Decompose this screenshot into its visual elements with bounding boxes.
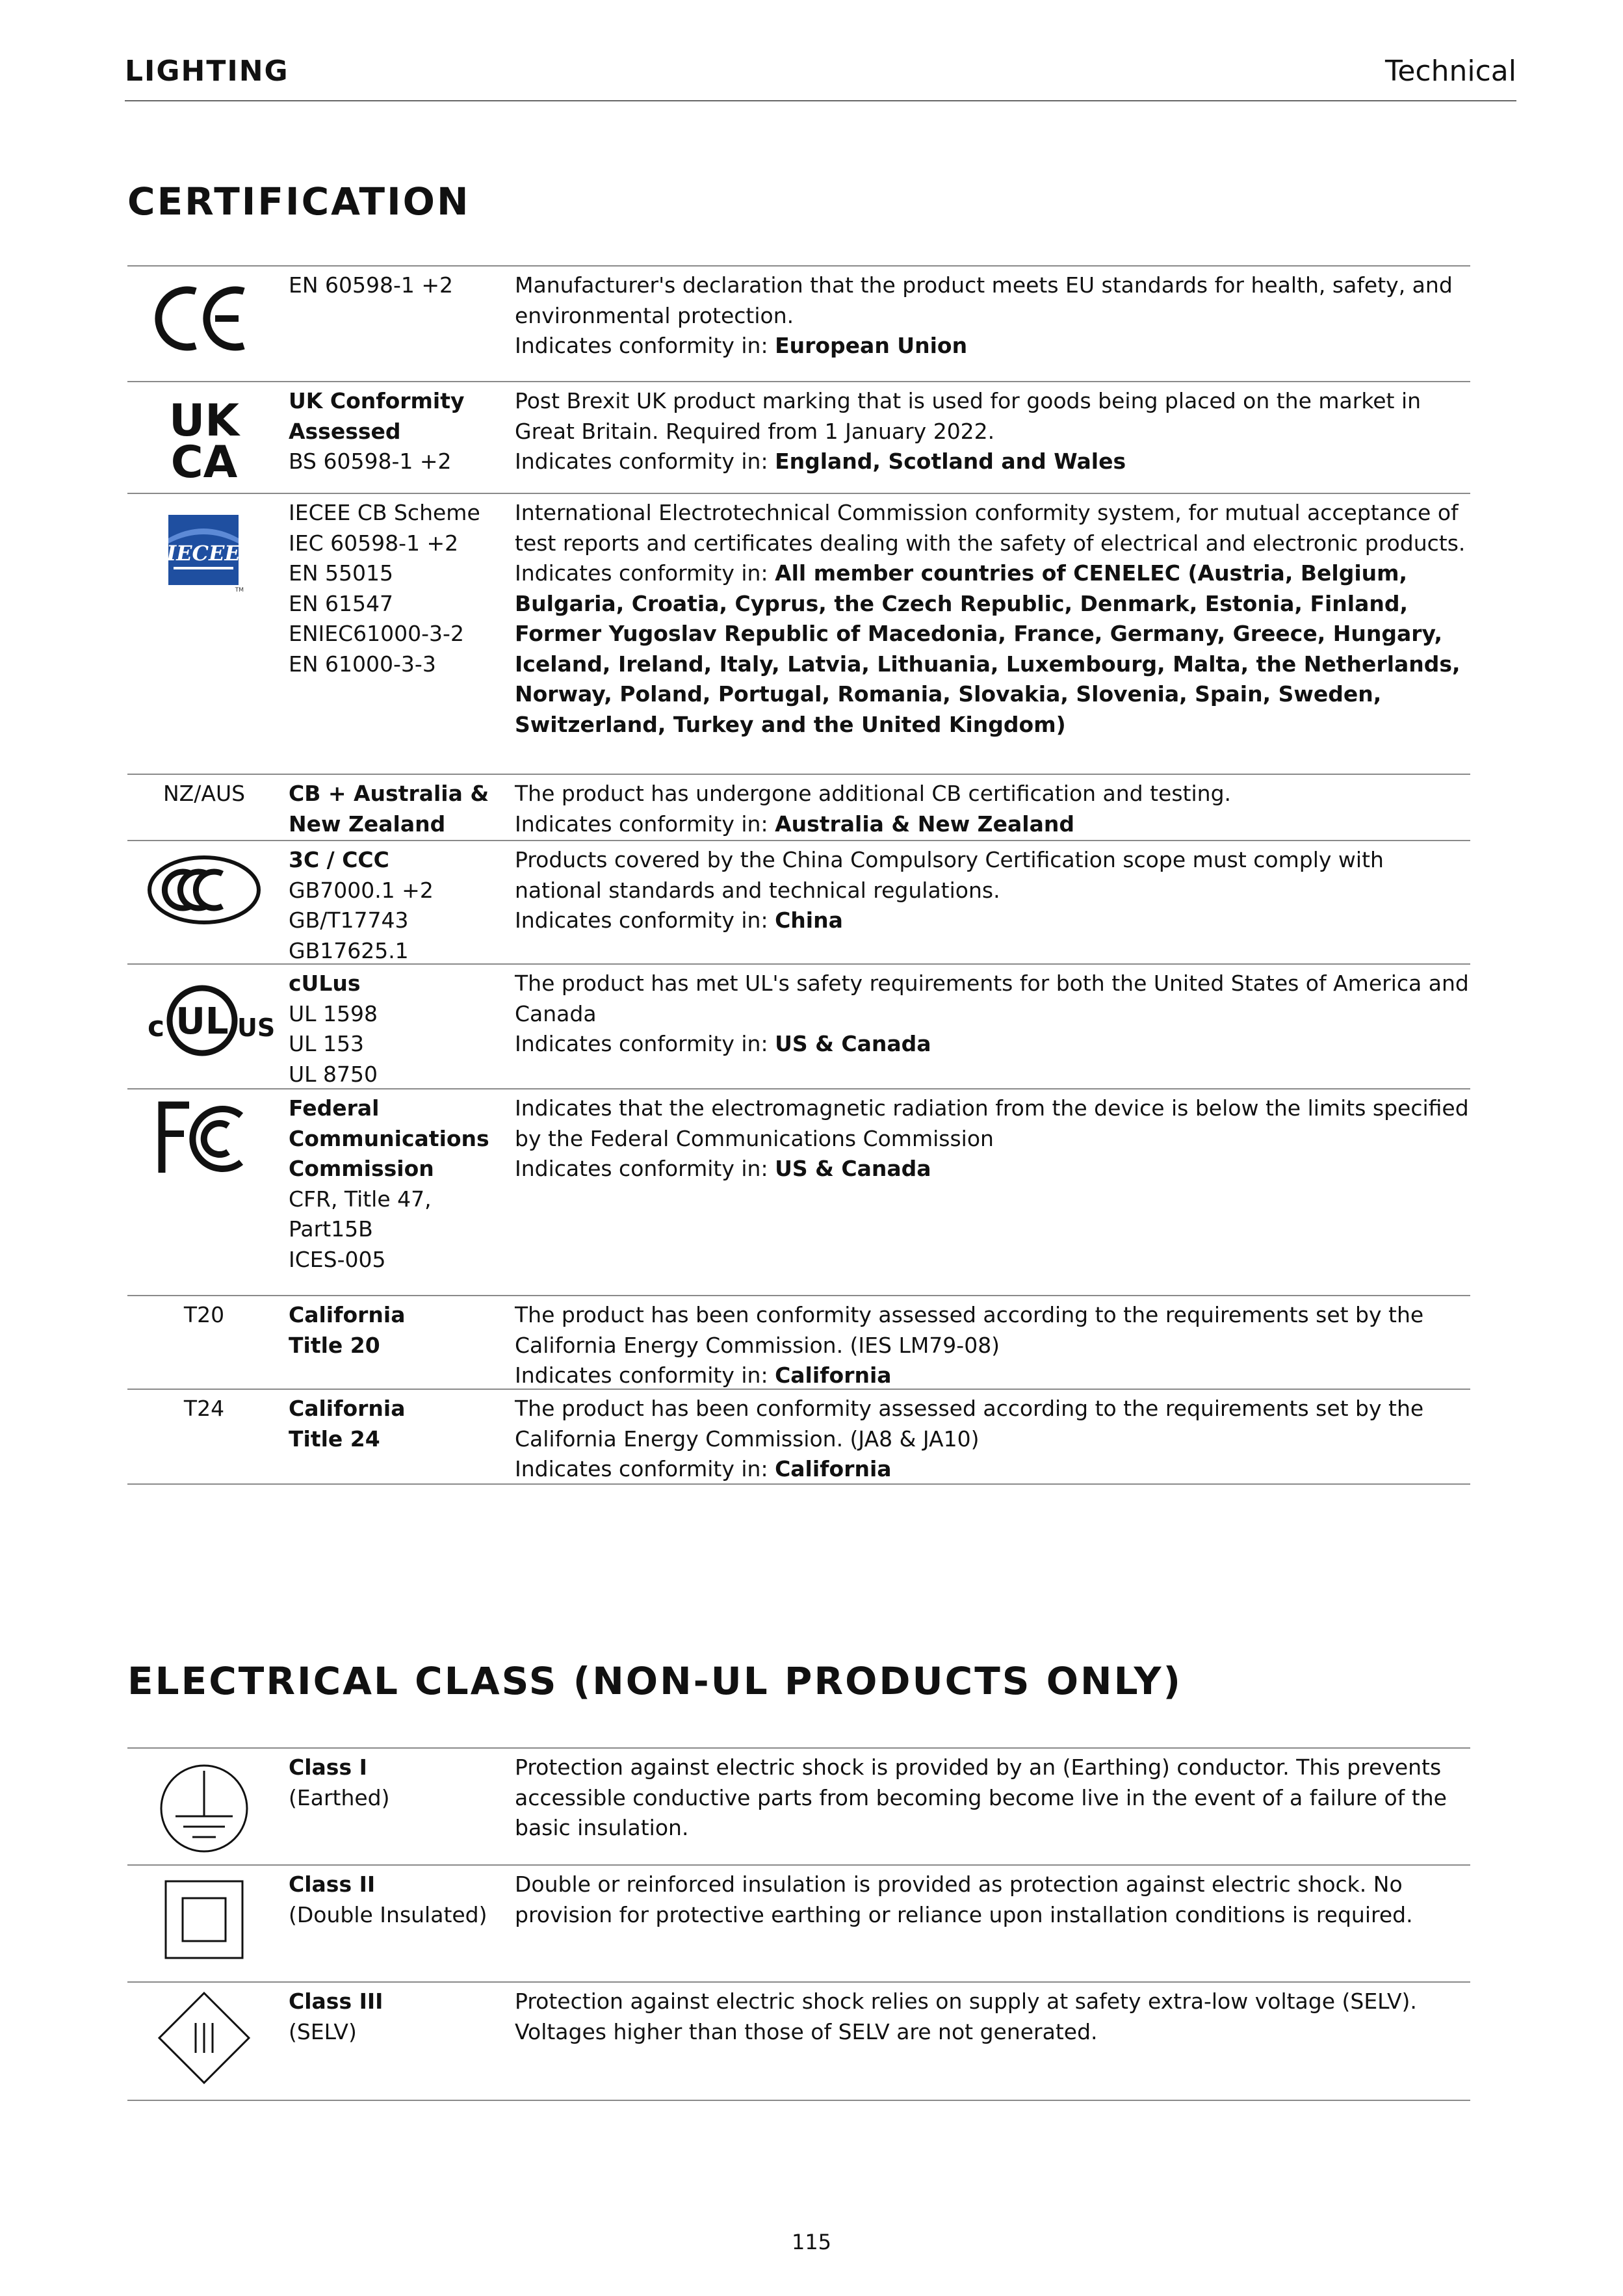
cert-standard-title: Title 20: [289, 1332, 380, 1358]
cert-row-fcc: [127, 1088, 1470, 1296]
cert-standard-title: cULus: [289, 971, 361, 996]
cert-standard: EN 60598-1 +2: [289, 272, 454, 298]
conformity-label: Indicates conformity in:: [515, 907, 775, 933]
cert-description: Products covered by the China Compulsory Certification scope must comply with national standards and technical regulations.: [515, 847, 1384, 903]
iecee-logo-icon: [127, 512, 281, 593]
iecee-trademark: TM: [235, 587, 244, 594]
conformity-label: Indicates conformity in:: [515, 333, 775, 358]
cert-standard: BS 60598-1 +2: [289, 449, 452, 474]
cert-description: The product has been conformity assessed according to the requirements set by the California Energy Commission. (JA8 & JA10): [515, 1396, 1424, 1452]
cert-description: The product has met UL's safety requirements for both the United States of America and Canada: [515, 971, 1469, 1026]
class-description: Double or reinforced insulation is provided as protection against electric shock. No provision for protective earthing or reliance upon installation conditions is required.: [515, 1872, 1413, 1927]
conformity-region: California: [775, 1363, 892, 1388]
conformity-region: Australia & New Zealand: [775, 811, 1074, 837]
ukca-mark-icon: [127, 395, 281, 488]
cert-row-ce: [127, 265, 1470, 382]
header-divider: [125, 100, 1516, 101]
cert-standard-title: CB + Australia &: [289, 781, 489, 806]
cert-standard: ICES-005: [289, 1246, 386, 1272]
certification-title: CERTIFICATION: [127, 179, 471, 224]
culus-c-letter: c: [148, 1010, 165, 1043]
ukca-letters-top: UK: [169, 395, 239, 447]
cert-standard-title: California: [289, 1396, 406, 1421]
cert-description: The product has undergone additional CB certification and testing.: [515, 781, 1232, 806]
cert-standard: UL 153: [289, 1031, 365, 1056]
conformity-region: US & Canada: [775, 1156, 931, 1181]
cert-standard-title: Assessed: [289, 418, 401, 444]
title-code-label: T20: [183, 1302, 225, 1327]
cert-standard: EN 55015: [289, 560, 394, 586]
electrical-class-title: ELECTRICAL CLASS (NON-UL PRODUCTS ONLY): [127, 1659, 1183, 1703]
cert-standard-title: California: [289, 1302, 406, 1327]
conformity-label: Indicates conformity in:: [515, 1363, 775, 1388]
cert-standard: GB17625.1: [289, 937, 409, 963]
cert-standard-title: 3C / CCC: [289, 847, 389, 872]
class-subtitle: (SELV): [289, 2018, 357, 2044]
class-description: Protection against electric shock is provided by an (Earthing) conductor. This prevents accessible conductive parts from becoming become live in the event of a failure of the basic insulation.: [515, 1755, 1447, 1840]
conformity-region: England, Scotland and Wales: [775, 449, 1126, 474]
cert-standard-title: Title 24: [289, 1426, 380, 1452]
cert-standard-title: Federal: [289, 1095, 380, 1121]
class-title: Class II: [289, 1872, 376, 1897]
cert-standard: GB7000.1 +2: [289, 877, 434, 903]
cert-standard-title: Commission: [289, 1156, 434, 1181]
cert-row-t20: [127, 1295, 1470, 1390]
conformity-label: Indicates conformity in:: [515, 811, 775, 837]
class-description: Protection against electric shock relies on supply at safety extra-low voltage (SELV). Voltages higher than those of SELV are not generated.: [515, 1989, 1417, 2044]
cert-standard: ENIEC61000-3-2: [289, 621, 464, 646]
double-insulated-icon: [127, 1877, 281, 1962]
cert-description: Indicates that the electromagnetic radiation from the device is below the limits specified by the Federal Communications Commission: [515, 1095, 1469, 1151]
conformity-region: European Union: [775, 333, 968, 358]
cert-standard: EN 61547: [289, 590, 394, 616]
conformity-region: China: [775, 907, 843, 933]
culus-us-letters: US: [237, 1013, 276, 1042]
conformity-label: Indicates conformity in:: [515, 1031, 775, 1056]
class-title: Class III: [289, 1989, 383, 2014]
title-code-label: T24: [183, 1396, 225, 1421]
cert-standard: EN 61000-3-3: [289, 651, 436, 677]
conformity-region: California: [775, 1456, 892, 1481]
class-title: Class I: [289, 1755, 367, 1780]
header-section: LIGHTING: [125, 55, 289, 88]
conformity-label: Indicates conformity in:: [515, 449, 775, 474]
cert-row-culus: [127, 963, 1470, 1089]
class-subtitle: (Double Insulated): [289, 1901, 487, 1927]
conformity-label: Indicates conformity in:: [515, 560, 775, 586]
cert-row-ukca: [127, 381, 1470, 494]
iecee-logo-text: IECEE: [166, 541, 240, 566]
page-number: 115: [791, 2230, 832, 2254]
cert-standard: CFR, Title 47,: [289, 1186, 432, 1212]
conformity-label: Indicates conformity in:: [515, 1156, 775, 1181]
ce-mark-icon: [127, 285, 281, 352]
cert-standard: Part15B: [289, 1216, 373, 1242]
cert-row-nz-aus: [127, 774, 1470, 841]
header-category: Technical: [1384, 55, 1516, 88]
culus-mark-icon: [127, 974, 281, 1065]
fcc-mark-icon: [127, 1100, 281, 1178]
cert-standard: UL 8750: [289, 1061, 378, 1087]
electrical-row-class-3: [127, 1981, 1470, 2101]
ukca-letters-bottom: CA: [170, 437, 238, 488]
cert-description: Manufacturer's declaration that the product meets EU standards for health, safety, and environmental protection.: [515, 272, 1453, 328]
electrical-row-class-1: [127, 1747, 1470, 1866]
ccc-mark-icon: [127, 854, 281, 926]
class-subtitle: (Earthed): [289, 1784, 390, 1810]
cert-standard-title: Communications: [289, 1125, 489, 1151]
selv-diamond-icon: [127, 1989, 281, 2087]
electrical-row-class-2: [127, 1864, 1470, 1983]
cert-standard: IEC 60598-1 +2: [289, 530, 459, 556]
cert-standard-title: UK Conformity: [289, 388, 465, 413]
cert-description: Post Brexit UK product marking that is used for goods being placed on the market in Great Britain. Required from 1 January 2022.: [515, 388, 1422, 444]
conformity-label: Indicates conformity in:: [515, 1456, 775, 1481]
cert-standard: GB/T17743: [289, 907, 409, 933]
cert-row-iecee: [127, 493, 1470, 775]
cert-description: International Electrotechnical Commission conformity system, for mutual acceptance of test reports and certificates dealing with the safety of electrical and electronic products.: [515, 500, 1466, 556]
cert-row-t24: [127, 1389, 1470, 1485]
cert-standard: IECEE CB Scheme: [289, 500, 480, 525]
conformity-region: US & Canada: [775, 1031, 931, 1056]
earth-ground-icon: [127, 1762, 281, 1855]
conformity-region: All member countries of CENELEC (Austria, Belgium, Bulgaria, Croatia, Cyprus, the Czech Republic, Denmark, Estonia, Finland, Former Yugoslav Republic of Macedonia, France, Germany, Greece, Hungary, Iceland, Ireland, Italy, Latvia, Lithuania, Luxembourg, Malta, the Netherlands, Norway, Poland, Portugal, Romania, Slovakia, Slovenia, Spain, Sweden, Switzerland, Turkey and the United Kingdom): [515, 560, 1461, 737]
cert-standard-title: New Zealand: [289, 811, 446, 837]
region-code-label: NZ/AUS: [162, 781, 246, 806]
cert-row-ccc: [127, 840, 1470, 965]
culus-ul-letters: UL: [175, 1000, 229, 1043]
cert-description: The product has been conformity assessed according to the requirements set by the California Energy Commission. (IES LM79-08): [515, 1302, 1424, 1358]
cert-standard: UL 1598: [289, 1000, 378, 1026]
